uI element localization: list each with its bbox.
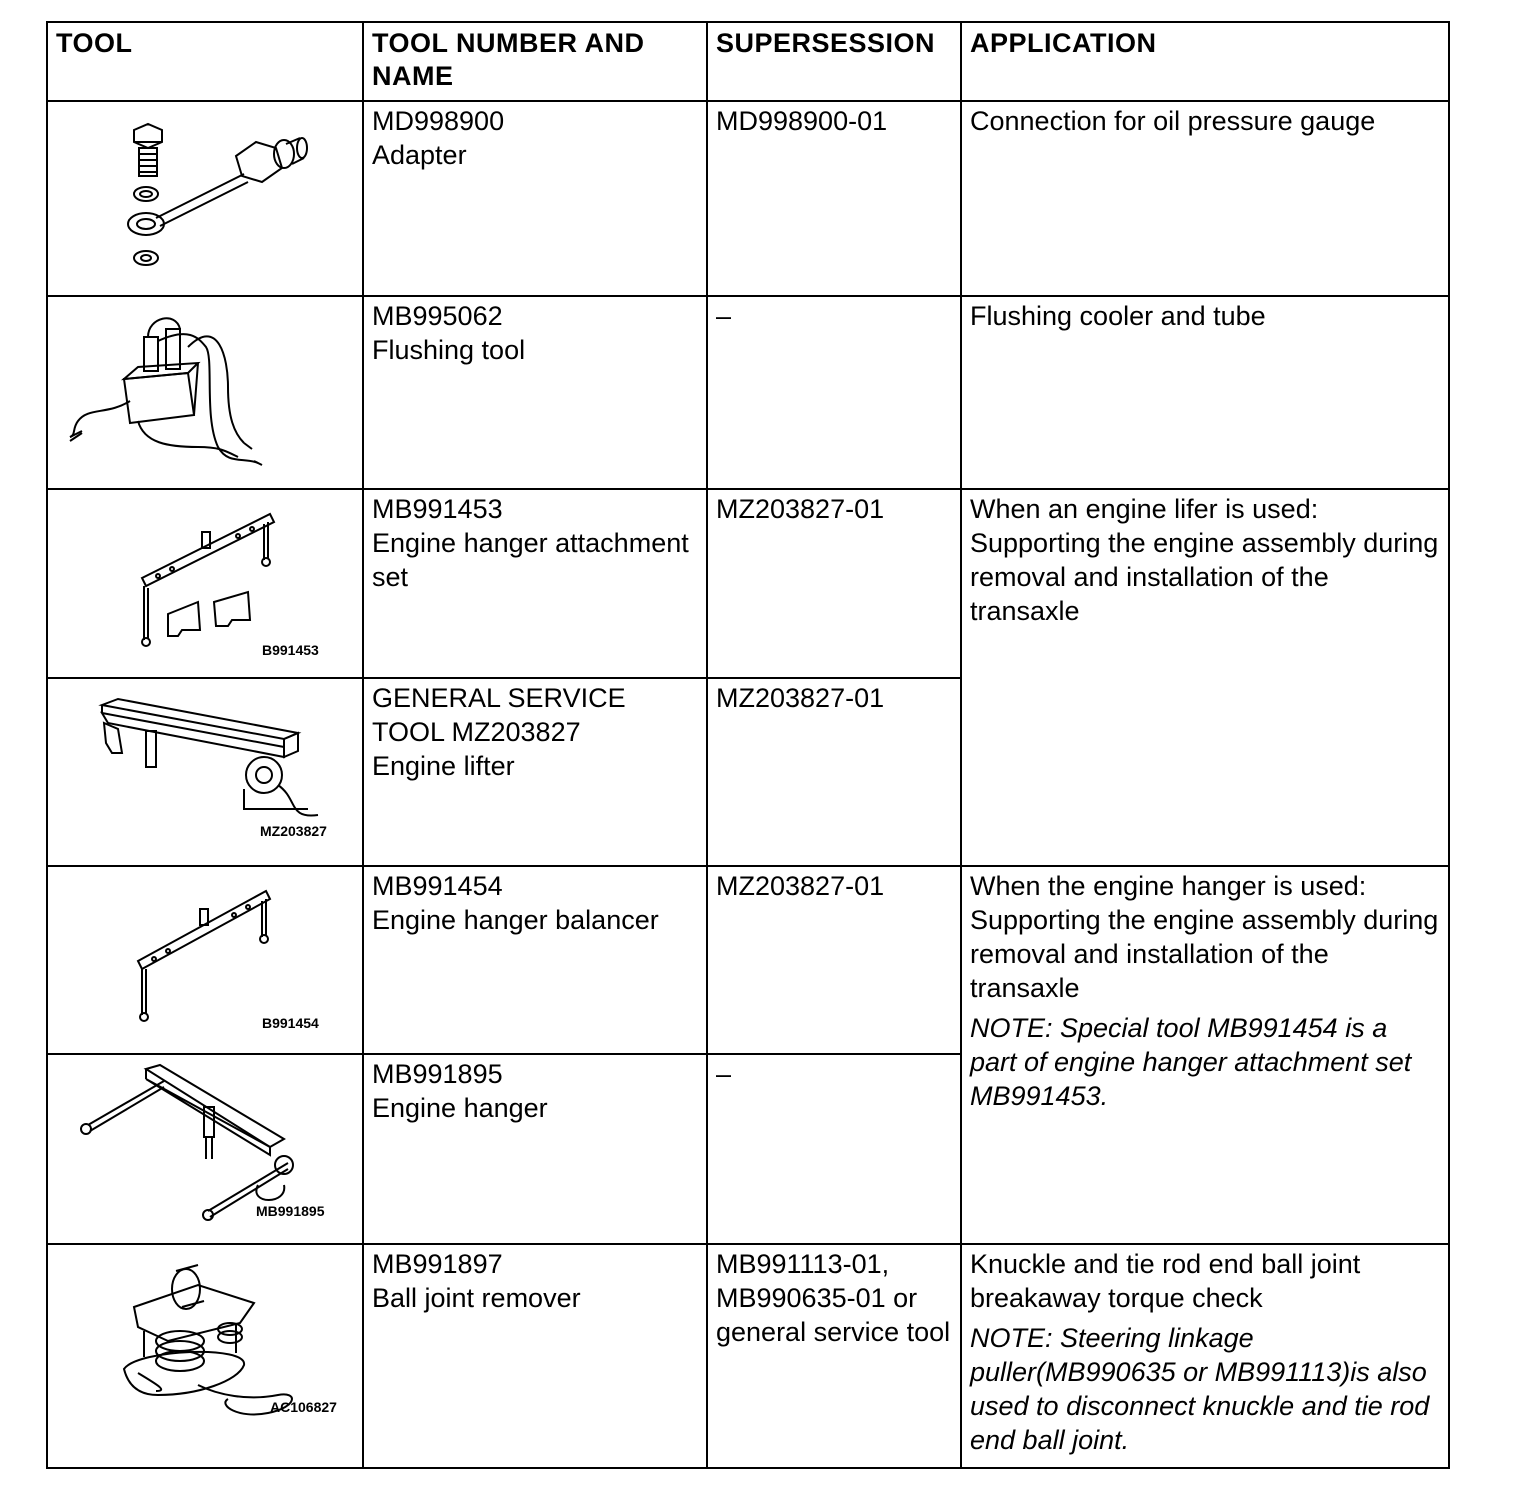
tool-name: Engine hanger bbox=[372, 1093, 548, 1123]
application-text: Knuckle and tie rod end ball joint breakaway torque check bbox=[970, 1249, 1361, 1313]
supersession-cell: – bbox=[707, 296, 961, 489]
tool-number-cell bbox=[363, 678, 707, 866]
supersession-cell: MZ203827-01 bbox=[707, 678, 961, 866]
tool-image-cell bbox=[47, 1244, 363, 1468]
tool-image-caption: MB991895 bbox=[256, 1203, 325, 1219]
tool-image-cell bbox=[47, 866, 363, 1054]
header-supersession: SUPERSESSION bbox=[707, 22, 961, 101]
tool-name: Engine lifter bbox=[372, 751, 515, 781]
tool-number: MB991454 bbox=[372, 871, 503, 901]
table-row bbox=[47, 866, 1449, 1054]
header-tool: TOOL bbox=[47, 22, 363, 101]
tool-number: MB995062 bbox=[372, 301, 503, 331]
tool-image-cell bbox=[47, 678, 363, 866]
application-cell: Connection for oil pressure gauge bbox=[961, 101, 1449, 296]
tool-image-cell bbox=[47, 489, 363, 678]
supersession-cell: – bbox=[707, 1054, 961, 1244]
tool-number: MB991897 bbox=[372, 1249, 503, 1279]
table-row bbox=[47, 296, 1449, 489]
tool-name: Adapter bbox=[372, 140, 467, 170]
tool-name: Ball joint remover bbox=[372, 1283, 581, 1313]
application-note: NOTE: Special tool MB991454 is a part of engine hanger attachment set MB991453. bbox=[970, 1013, 1412, 1111]
supersession-cell: MZ203827-01 bbox=[707, 866, 961, 1054]
table-row bbox=[47, 489, 1449, 678]
tool-number: MB991895 bbox=[372, 1059, 503, 1089]
tool-number: MD998900 bbox=[372, 106, 505, 136]
table-row bbox=[47, 101, 1449, 296]
application-text: When the engine hanger is used: Supporting the engine assembly during removal and installation of the transaxle bbox=[970, 871, 1439, 1003]
tool-number-cell bbox=[363, 866, 707, 1054]
ball-joint-remover-icon bbox=[48, 1245, 364, 1469]
tool-name: Flushing tool bbox=[372, 335, 526, 365]
tool-number-cell bbox=[363, 296, 707, 489]
tool-image-cell bbox=[47, 101, 363, 296]
tool-number: GENERAL SERVICE TOOL MZ203827 bbox=[372, 683, 626, 747]
tool-image-cell bbox=[47, 296, 363, 489]
application-note: NOTE: Steering linkage puller(MB990635 or MB991113)is also used to disconnect knuckle and tie rod end ball joint. bbox=[970, 1323, 1430, 1455]
tool-name: Engine hanger balancer bbox=[372, 905, 659, 935]
tool-image-caption: B991453 bbox=[262, 642, 319, 658]
application-cell bbox=[961, 1244, 1449, 1468]
tool-image-caption: B991454 bbox=[262, 1015, 319, 1031]
adapter-icon bbox=[48, 102, 364, 297]
tool-image-caption: MZ203827 bbox=[260, 823, 327, 839]
tool-number-cell bbox=[363, 1244, 707, 1468]
tool-image-caption: AC106827 bbox=[270, 1399, 337, 1415]
header-row bbox=[47, 22, 1449, 101]
tool-number-cell bbox=[363, 489, 707, 678]
special-tools-table bbox=[46, 21, 1450, 1469]
application-cell: Flushing cooler and tube bbox=[961, 296, 1449, 489]
flushing-tool-icon bbox=[48, 297, 364, 490]
table-row bbox=[47, 1244, 1449, 1468]
header-application: APPLICATION bbox=[961, 22, 1449, 101]
tool-image-cell bbox=[47, 1054, 363, 1244]
header-tool-number: TOOL NUMBER AND NAME bbox=[363, 22, 707, 101]
application-cell bbox=[961, 866, 1449, 1244]
tool-name: Engine hanger attachment set bbox=[372, 528, 689, 592]
supersession-cell: MB991113-01, MB990635-01 or general service tool bbox=[707, 1244, 961, 1468]
tool-number: MB991453 bbox=[372, 494, 503, 524]
tool-number-cell bbox=[363, 101, 707, 296]
tool-number-cell bbox=[363, 1054, 707, 1244]
application-cell: When an engine lifer is used: Supporting the engine assembly during removal and installation of the transaxle bbox=[961, 489, 1449, 866]
supersession-cell: MD998900-01 bbox=[707, 101, 961, 296]
supersession-cell: MZ203827-01 bbox=[707, 489, 961, 678]
